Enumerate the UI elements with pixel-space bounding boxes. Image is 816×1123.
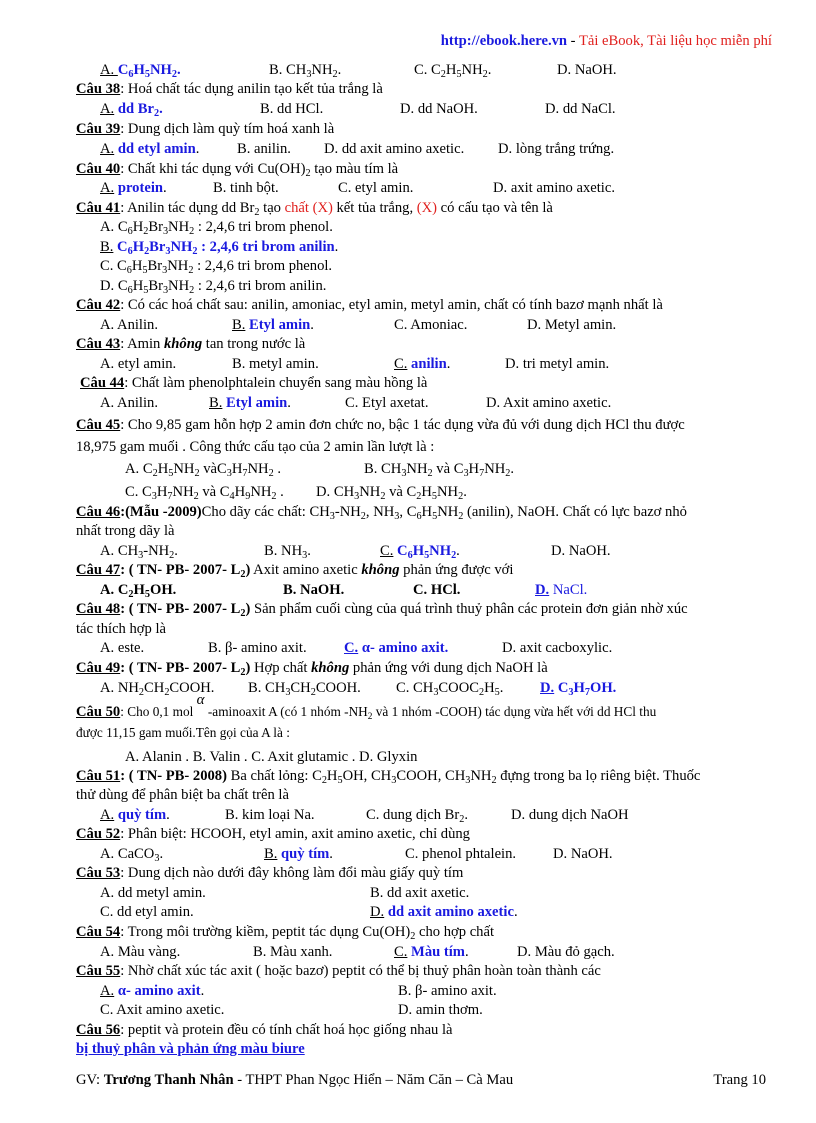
q49-d-letter: D. (540, 680, 555, 696)
q47-label: Câu 47 (76, 562, 121, 578)
q42-label: Câu 42 (76, 297, 121, 313)
q49-question (76, 659, 548, 678)
q53-opt-a: A. dd metyl amin. (100, 885, 206, 901)
q54-opt-b: B. Màu xanh. (253, 944, 333, 960)
q46-opt-c: C. $C_6H_5NH_2$. (380, 543, 460, 561)
q48-opt-d: D. axit cacboxylic. (502, 640, 613, 656)
q46-tag: :(Mẫu -2009) (120, 504, 202, 520)
q52-opt-c: C. phenol phtalein. (405, 846, 517, 862)
q56-text: : peptit và protein đều có tính chất hoá học giống nhau là (120, 1022, 453, 1038)
q55-opt-c: C. Axit amino axetic. (100, 1002, 225, 1018)
q48-question-line2: tác thích hợp là (76, 621, 166, 637)
q40-opt-d: D. axit amino axetic. (493, 180, 615, 196)
q56-question (76, 1021, 453, 1040)
q44-b-answer: Etyl amin (222, 395, 288, 411)
footer-school: - THPT Phan Ngọc Hiển – Năm Căn – Cà Mau (233, 1072, 514, 1088)
q39-opt-c: D. dd axit amino axetic. (324, 141, 465, 157)
q52-opt-a: A. CaCO$_3$. (100, 846, 164, 864)
q54-opt-d: D. Màu đỏ gạch. (517, 944, 615, 960)
page-footer (76, 1072, 766, 1089)
q46-text: Cho dãy các chất: $CH_3-NH_2$, $NH_3$, $C_6H_5NH_2$ (anilin), NaOH. Chất có lực bazơ nhỏ (201, 504, 687, 522)
q39-label: Câu 39 (76, 121, 121, 137)
q55-opt-a: A. α- amino axit. (100, 983, 205, 999)
q45-question-line2: 18,975 gam muối . Công thức cấu tạo của 2 amin lần lượt là : (76, 439, 435, 455)
q55-opt-d: D. amin thơm. (398, 1002, 483, 1018)
q40-a-letter: A. (100, 180, 115, 196)
q51-question-line2: thử dùng để phân biệt ba chất trên là (76, 787, 289, 803)
q53-label: Câu 53 (76, 865, 121, 881)
header-desc: Tải eBook, Tài liệu học miễn phí (578, 33, 772, 49)
q38-opt-a (100, 100, 163, 119)
q50-question-line2: được 11,15 gam muối.Tên gọi của A là : (76, 725, 290, 740)
q55-a-letter: A. (100, 983, 115, 999)
q44-opt-c: C. Etyl axetat. (345, 395, 429, 411)
q56-answer: bị thuỷ phân và phản ứng màu biure (76, 1041, 305, 1057)
q37-opt-c: C. $C_2H_5NH_2$. (414, 62, 492, 80)
q38-text: : Hoá chất tác dụng anilin tạo kết tủa trắng là (120, 81, 383, 97)
q54-c-answer: Màu tím (407, 944, 465, 960)
q42-question (76, 296, 663, 315)
q41-text-2: chất (X) (284, 200, 333, 216)
q39-text: : Dung dịch làm quỳ tím hoá xanh là (120, 121, 335, 137)
q52-opt-b: B. quỳ tím. (264, 846, 333, 862)
q53-opt-c: C. dd etyl amin. (100, 904, 194, 920)
q52-question (76, 825, 470, 844)
q53-question (76, 864, 463, 883)
q54-opt-a: A. Màu vàng. (100, 944, 181, 960)
q48-text: Sản phẩm cuối cùng của quá trình thuỷ phân các protein đơn giản nhờ xúc (250, 601, 688, 617)
q42-text: : Có các hoá chất sau: anilin, amoniac, etyl amin, metyl amin, chất có tính bazơ mạnh nhất là (120, 297, 663, 313)
q51-tag: : ( TN- PB- 2008) (120, 768, 227, 784)
q55-question (76, 962, 601, 981)
q52-label: Câu 52 (76, 826, 121, 842)
q50-alpha-symbol: α (196, 692, 205, 708)
q49-d-answer: $C_3H_7OH$. (554, 680, 617, 698)
q54-text: : Trong môi trường kiềm, peptit tác dụng $Cu(OH)_2$ cho hợp chất (120, 924, 495, 942)
q51-a-letter: A. (100, 807, 115, 823)
q50-text-2: -aminoaxit A (có 1 nhóm $-NH_2$ và 1 nhóm -COOH) tác dụng vừa hết với dd HCl thu (204, 704, 657, 722)
q47-text-2: phản ứng được với (399, 562, 514, 578)
q49-opt-d (540, 679, 616, 698)
q42-b-answer: Etyl amin (245, 317, 311, 333)
q37-opt-a (100, 61, 181, 80)
q44-b-letter: B. (209, 395, 223, 411)
q42-opt-a: A. Anilin. (100, 317, 158, 333)
q45-question (76, 416, 685, 435)
q50-label: Câu 50 (76, 704, 121, 720)
q53-d-letter: D. (370, 904, 385, 920)
q49-opt-a: A. $NH_2CH_2COOH$. (100, 680, 215, 698)
q48-c-letter: C. (344, 640, 359, 656)
q53-text: : Dung dịch nào dưới đây không làm đổi màu giấy quỳ tím (120, 865, 464, 881)
q46-label: Câu 46 (76, 504, 121, 520)
q53-d-answer: dd axit amino axetic (384, 904, 514, 920)
q49-opt-b: B. $CH_3CH_2COOH$. (248, 680, 361, 698)
q47-opt-a: A. $C_2H_5OH$. (100, 582, 177, 600)
q40-opt-b: B. tinh bột. (213, 180, 279, 196)
q37-a-answer: $C_6H_5NH_2$. (117, 62, 181, 80)
q52-b-letter: B. (264, 846, 278, 862)
q42-opt-b: B. Etyl amin. (232, 317, 314, 333)
q51-opt-d: D. dung dịch NaOH (511, 807, 629, 823)
q39-opt-d: D. lòng trắng trứng. (498, 141, 615, 157)
q55-opt-b: B. β- amino axit. (398, 983, 497, 999)
q53-opt-d: D. dd axit amino axetic. (370, 904, 518, 920)
q52-b-answer: quỳ tím (277, 846, 330, 862)
q39-opt-a: A. dd etyl amin. (100, 141, 200, 157)
q38-label: Câu 38 (76, 81, 121, 97)
q41-opt-a: A. $C_6H_2Br_3NH_2$ : 2,4,6 tri brom phenol. (100, 219, 333, 237)
q48-opt-c (344, 639, 448, 658)
q45-label: Câu 45 (76, 417, 121, 433)
q44-opt-a: A. Anilin. (100, 395, 158, 411)
q47-tag: : ( TN- PB- 2007- $L_2$) (120, 562, 251, 580)
q43-question (76, 335, 305, 354)
q42-opt-c: C. Amoniac. (394, 317, 468, 333)
q45-opt-c: C. $C_3H_7NH_2$ và $C_4H_9NH_2$ . (125, 484, 284, 502)
q46-opt-b: B. $NH_3$. (264, 543, 311, 561)
q38-opt-b: B. dd HCl. (260, 101, 324, 117)
q41-label: Câu 41 (76, 200, 121, 216)
q38-opt-c: D. dd NaOH. (400, 101, 478, 117)
q47-keyword: không (361, 562, 400, 578)
q39-a-letter: A. (100, 141, 115, 157)
q47-opt-d (535, 581, 587, 600)
q39-a-answer: dd etyl amin (114, 141, 196, 157)
q41-text-4: (X) (416, 200, 438, 216)
q44-text: : Chất làm phenolphtalein chuyển sang màu hồng là (124, 375, 428, 391)
q49-opt-c: C. $CH_3COOC_2H_5$. (396, 680, 504, 698)
q55-label: Câu 55 (76, 963, 121, 979)
q40-question (76, 160, 398, 179)
q46-c-answer: $C_6H_5NH_2$ (393, 543, 457, 561)
q51-opt-c: C. dung dịch $Br_2$. (366, 807, 469, 825)
q43-opt-c: C. anilin. (394, 356, 451, 372)
q48-tag: : ( TN- PB- 2007- $L_2$) (120, 601, 251, 619)
q48-opt-b: B. β- amino axit. (208, 640, 307, 656)
q54-label: Câu 54 (76, 924, 121, 940)
q43-c-letter: C. (394, 356, 408, 372)
q53-opt-b: B. dd axit axetic. (370, 885, 470, 901)
q37-opt-b: B. $CH_3NH_2$. (269, 62, 342, 80)
q54-opt-c: C. Màu tím. (394, 944, 469, 960)
q51-a-answer: quỳ tím (114, 807, 167, 823)
q46-opt-a: A. $CH_3-NH_2$. (100, 543, 178, 561)
q45-opt-b: B. $CH_3NH_2$ và $C_3H_7NH_2$. (364, 461, 515, 479)
q47-opt-b: B. NaOH. (283, 582, 345, 598)
header-url[interactable]: http://ebook.here.vn (440, 33, 568, 49)
footer-page-number: Trang 10 (713, 1072, 766, 1088)
q45-text: : Cho 9,85 gam hỗn hợp 2 amin đơn chức no, bậc 1 tác dụng vừa đủ với dung dịch HCl thu được (120, 417, 685, 433)
q47-opt-c: C. HCl. (413, 582, 461, 598)
q48-opt-a: A. este. (100, 640, 145, 656)
q43-text-2: tan trong nước là (202, 336, 306, 352)
q40-opt-a: A. protein. (100, 180, 167, 196)
q46-opt-d: D. NaOH. (551, 543, 611, 559)
footer-gv-label: GV: (76, 1072, 104, 1088)
q55-a-answer: α- amino axit (114, 983, 201, 999)
q37-opt-d: D. NaOH. (557, 62, 617, 78)
q40-text: : Chất khi tác dụng với $Cu(OH)_2$ tạo màu tím là (120, 161, 399, 179)
q39-question (76, 120, 334, 139)
q41-opt-c: C. $C_6H_5Br_3NH_2$ : 2,4,6 tri brom phenol. (100, 258, 333, 276)
q41-question (76, 199, 553, 218)
q51-label: Câu 51 (76, 768, 121, 784)
q48-question (76, 600, 688, 619)
header-dash: - (567, 33, 579, 49)
q44-opt-d: D. Axit amino axetic. (486, 395, 612, 411)
q44-opt-b: B. Etyl amin. (209, 395, 291, 411)
footer-teacher-name: Trương Thanh Nhân (103, 1072, 234, 1088)
page-header (441, 33, 772, 50)
q51-opt-b: B. kim loại Na. (225, 807, 315, 823)
q49-text-1: Hợp chất (250, 660, 312, 676)
q38-a-answer: dd $Br_2$. (114, 101, 163, 119)
q43-text-1: : Amin (120, 336, 164, 352)
q42-opt-d: D. Metyl amin. (527, 317, 617, 333)
q49-keyword: không (311, 660, 350, 676)
q41-text-1: : Anilin tác dụng dd $Br_2$ tạo (120, 200, 285, 218)
q55-text: : Nhờ chất xúc tác axit ( hoặc bazơ) peptit có thể bị thuỷ phân hoàn toàn thành các (120, 963, 601, 979)
q43-opt-a: A. etyl amin. (100, 356, 177, 372)
q41-b-letter: B. (100, 239, 114, 255)
q50-question (76, 692, 657, 722)
q50-text-1: : Cho 0,1 mol (120, 704, 197, 719)
q45-opt-a: A. $C_2H_5NH_2$ $vàC_3H_7NH_2$ . (125, 461, 281, 479)
q52-text: : Phân biệt: HCOOH, etyl amin, axit amino axetic, chỉ dùng (120, 826, 470, 842)
q46-question (76, 503, 687, 522)
q51-text: Ba chất lỏng: $C_2H_5OH$, $CH_3COOH$, $CH_3NH_2$ đựng trong ba lọ riêng biệt. Thuốc (226, 768, 701, 786)
q54-c-letter: C. (394, 944, 408, 960)
q41-opt-d: D. $C_6H_5Br_3NH_2$ : 2,4,6 tri brom anilin. (100, 278, 327, 296)
q49-text-2: phản ứng với dung dịch NaOH là (349, 660, 548, 676)
q48-label: Câu 48 (76, 601, 121, 617)
q47-question (76, 561, 513, 580)
q51-question (76, 767, 700, 786)
q44-label: Câu 44 (80, 375, 125, 391)
q46-question-line2: nhất trong dãy là (76, 523, 175, 539)
q46-c-letter: C. (380, 543, 394, 559)
q43-c-answer: anilin (407, 356, 447, 372)
q49-label: Câu 49 (76, 660, 121, 676)
q41-text-3: kết tủa trắng, (332, 200, 417, 216)
q49-tag: : ( TN- PB- 2007- $L_2$) (120, 660, 251, 678)
q47-d-answer: NaCl. (549, 582, 588, 598)
q43-keyword: không (164, 336, 203, 352)
q50-options: A. Alanin . B. Valin . C. Axit glutamic . D. Glyxin (125, 749, 418, 765)
q52-opt-d: D. NaOH. (553, 846, 613, 862)
q51-opt-a: A. quỳ tím. (100, 807, 170, 823)
q41-text-5: có cấu tạo và tên là (437, 200, 553, 216)
q47-d-letter: D. (535, 582, 550, 598)
q44-question (80, 374, 427, 393)
q38-question (76, 80, 383, 99)
q40-opt-c: C. etyl amin. (338, 180, 414, 196)
q41-b-answer: $C_6H_2Br_3NH_2$ : 2,4,6 tri brom anilin (113, 239, 335, 257)
q39-opt-b: B. anilin. (237, 141, 291, 157)
q45-opt-d: D. $CH_3NH_2$ và $C_2H_5NH_2$. (316, 484, 467, 502)
q48-c-answer: α- amino axit. (358, 640, 449, 656)
q43-opt-b: B. metyl amin. (232, 356, 319, 372)
q54-question (76, 923, 494, 942)
q42-b-letter: B. (232, 317, 246, 333)
q43-label: Câu 43 (76, 336, 121, 352)
q38-a-letter: A. (100, 101, 115, 117)
q43-opt-d: D. tri metyl amin. (505, 356, 610, 372)
q40-label: Câu 40 (76, 161, 121, 177)
q40-a-answer: protein (114, 180, 163, 196)
q47-text-1: Axit amino axetic (250, 562, 362, 578)
q41-opt-b: B. $C_6H_2Br_3NH_2$ : 2,4,6 tri brom anilin. (100, 239, 339, 257)
q38-opt-d: D. dd NaCl. (545, 101, 616, 117)
q37-a-letter: A. (100, 62, 118, 78)
q56-label: Câu 56 (76, 1022, 121, 1038)
